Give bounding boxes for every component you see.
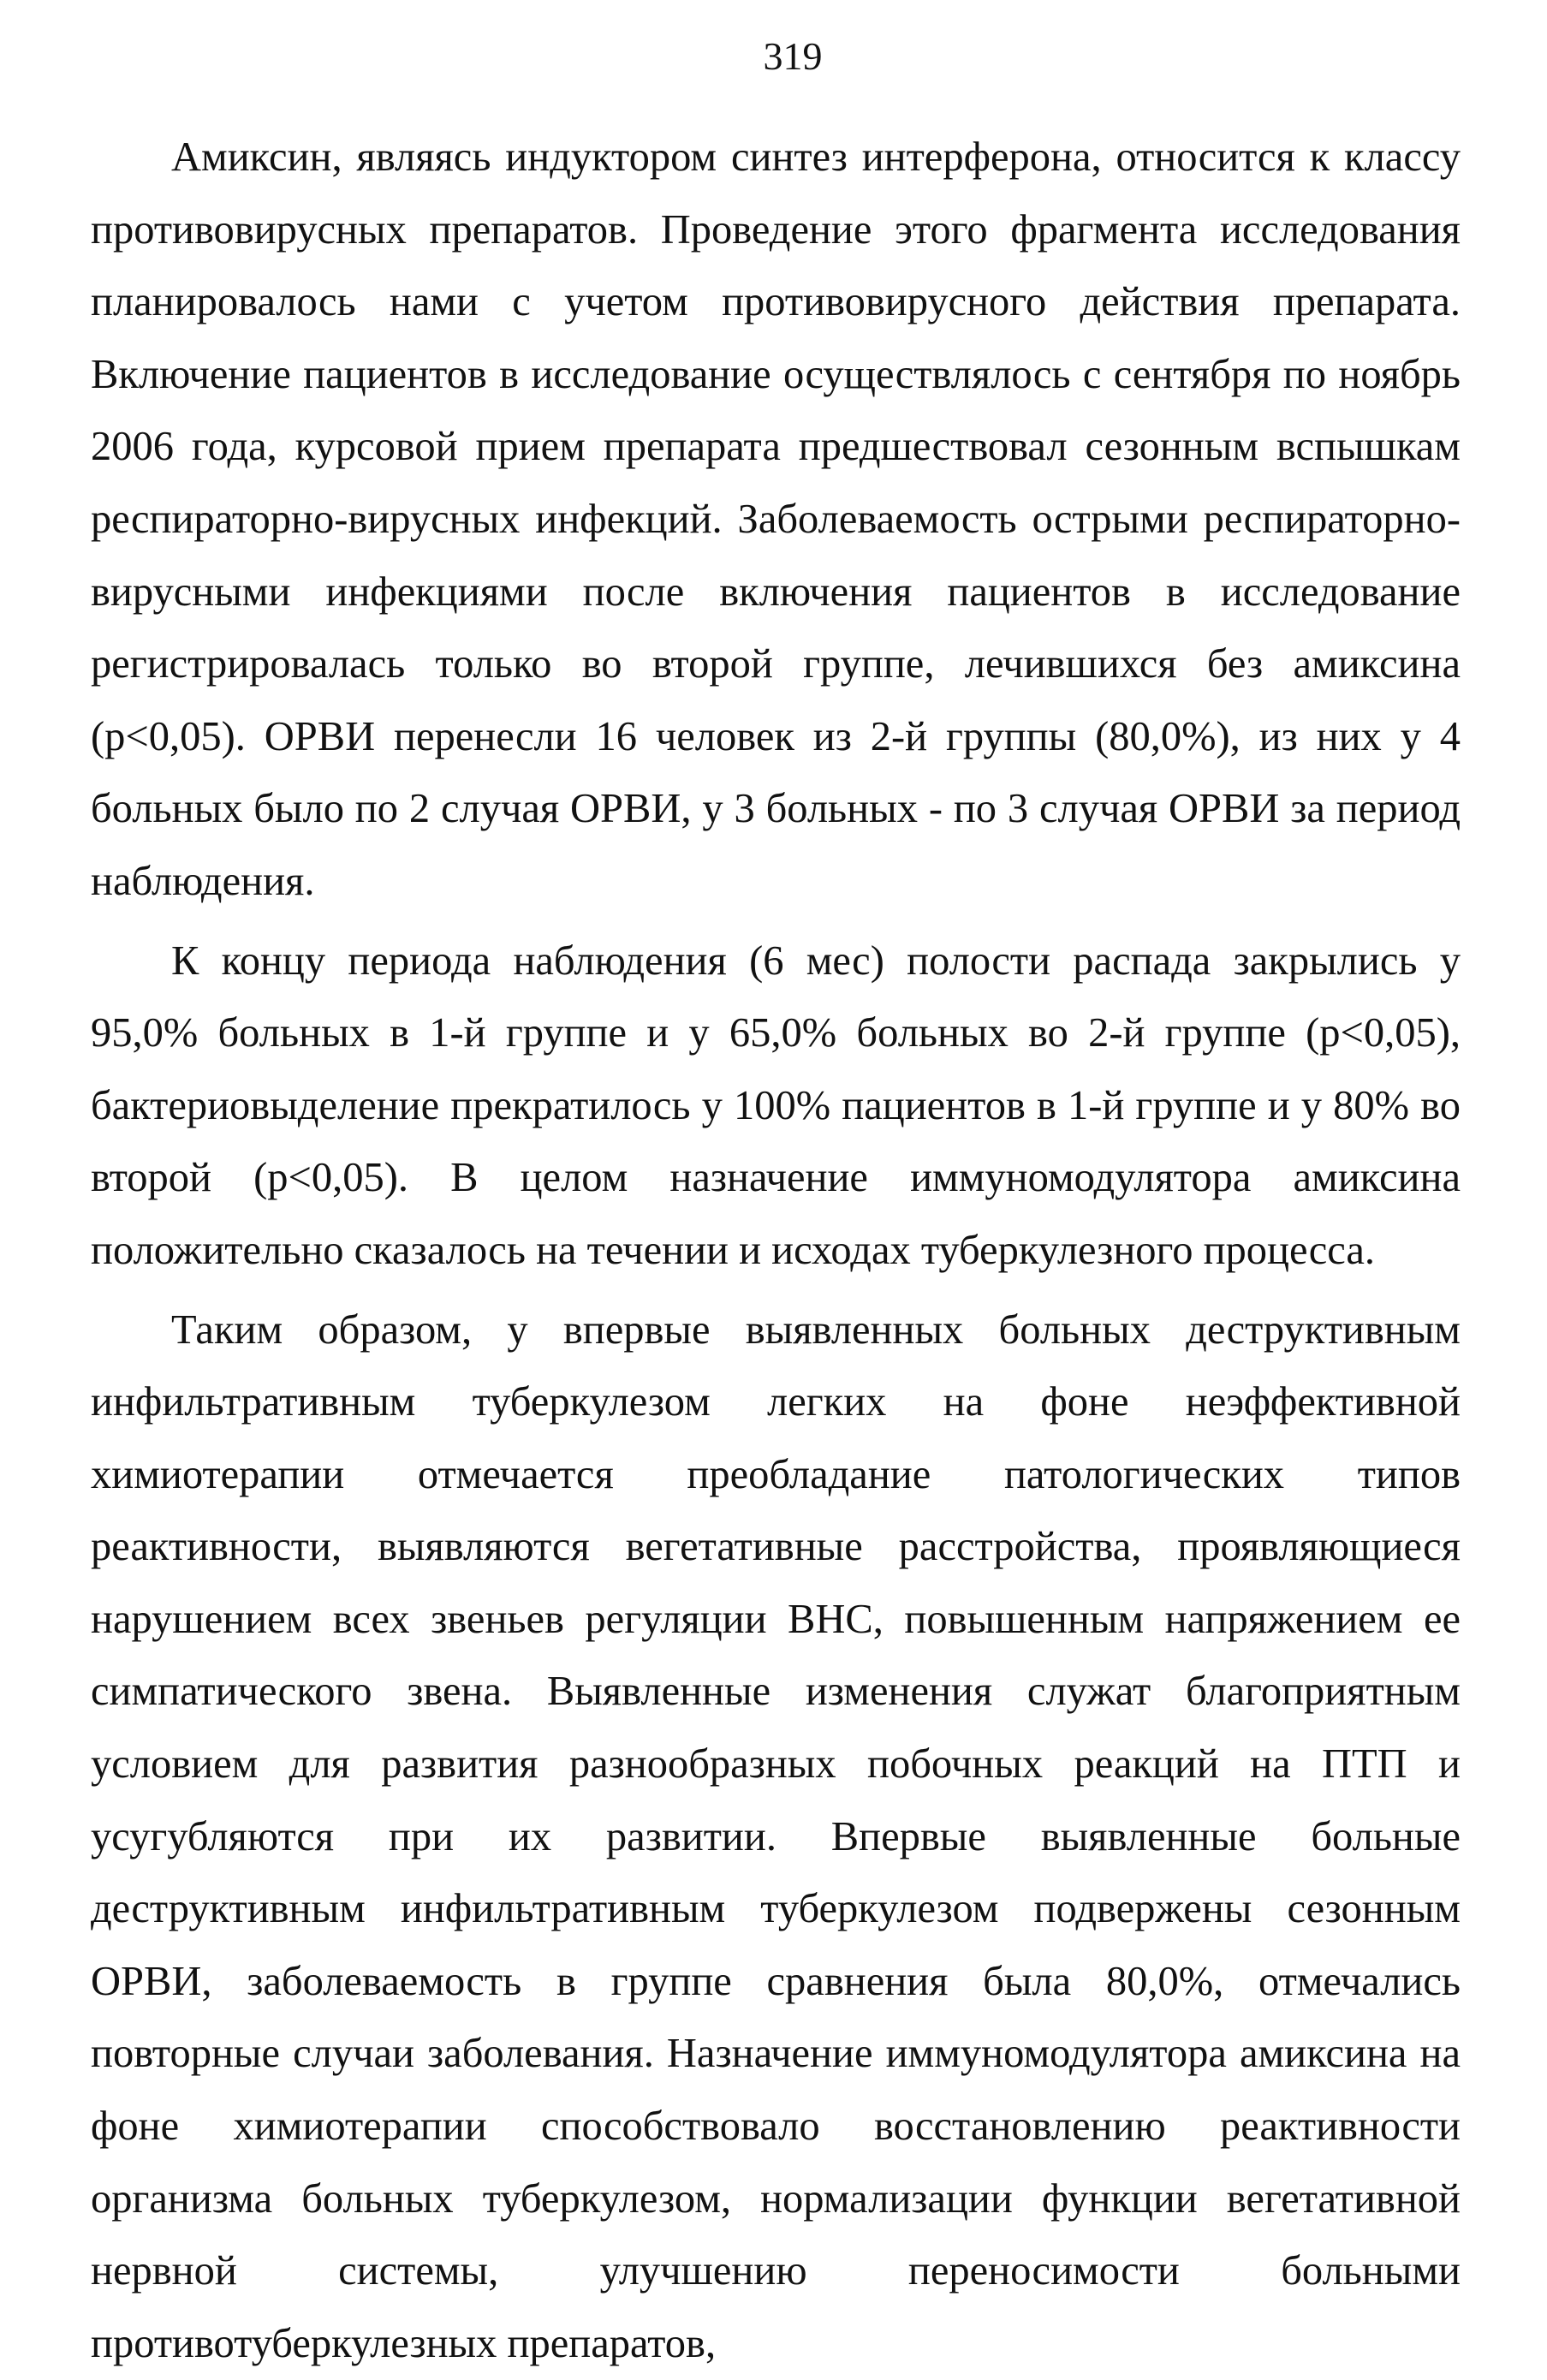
document-page: [91, 34, 1461, 2380]
paragraph-observation-results: К концу периода наблюдения (6 мес) полости распада закрылись у 95,0% больных в 1-й группе и у 65,0% больных во 2-й группе (р<0,05), бактериовыделение прекратилось у 100% пациентов в 1-й группе и у 80% во второй (р<0,05). В целом назначение иммуномодулятора амиксина положительно сказалось на течении и исходах туберкулезного процесса.: [91, 925, 1461, 1288]
paragraph-conclusion: Таким образом, у впервые выявленных больных деструктивным инфильтративным туберкулезом легких на фоне неэффективной химиотерапии отмечается преобладание патологических типов реактивности, выявляются вегетативные расстройства, проявляющиеся нарушением всех звеньев регуляции ВНС, повышенным напряжением ее симпатического звена. Выявленные изменения служат благоприятным условием для развития разнообразных побочных реакций на ПТП и усугубляются при их развитии. Впервые выявленные больные деструктивным инфильтративным туберкулезом подвержены сезонным ОРВИ, заболеваемость в группе сравнения была 80,0%, отмечались повторные случаи заболевания. Назначение иммуномодулятора амиксина на фоне химиотерапии способствовало восстановлению реактивности организма больных туберкулезом, нормализации функции вегетативной нервной системы, улучшению переносимости больными противотуберкулезных препаратов,: [91, 1294, 1461, 2380]
paragraph-amixin-intro: Амиксин, являясь индуктором синтез интерферона, относится к классу противовирусных препаратов. Проведение этого фрагмента исследования планировалось нами с учетом противовирусного действия препарата. Включение пациентов в исследование осуществлялось с сентября по ноябрь 2006 года, курсовой прием препарата предшествовал сезонным вспышкам респираторно-вирусных инфекций. Заболеваемость острыми респираторно-вирусными инфекциями после включения пациентов в исследование регистрировалась только во второй группе, лечившихся без амиксина (р<0,05). ОРВИ перенесли 16 человек из 2-й группы (80,0%), из них у 4 больных было по 2 случая ОРВИ, у 3 больных - по 3 случая ОРВИ за период наблюдения.: [91, 122, 1461, 919]
page-number: 319: [91, 34, 1461, 79]
